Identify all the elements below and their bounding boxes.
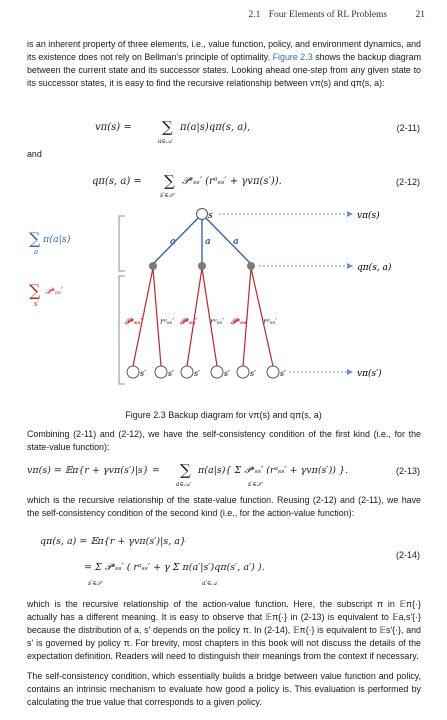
left-bottom-index: s′ bbox=[34, 300, 40, 308]
eq-2-13-number: (2-13) bbox=[395, 466, 420, 476]
eq-2-14-sum-index-1: s′∈𝒮 bbox=[88, 580, 102, 587]
next-state-label-1: s′ bbox=[140, 369, 146, 378]
eq-2-14-number: (2-14) bbox=[395, 550, 420, 560]
root-state-label: s bbox=[208, 211, 213, 221]
eq-2-12-rhs: 𝒫ᵃₛₛ′ (rᵃₛₛ′ + γvπ(s′)). bbox=[182, 176, 282, 187]
p-label-3: 𝒫ᵃₛₛ′ bbox=[231, 316, 249, 326]
r-label-1: rᵃₛₛ′ bbox=[160, 317, 175, 326]
eq-2-13-sum-symbol: ∑ bbox=[180, 461, 191, 479]
section-number: 2.1 bbox=[248, 10, 261, 20]
backup-diagram bbox=[27, 206, 421, 410]
r-label-3: rᵃₛₛ′ bbox=[263, 317, 278, 326]
section-title: Four Elements of RL Problems bbox=[268, 10, 388, 20]
eq-2-11-rhs: π(a|s)qπ(s, a), bbox=[180, 122, 251, 133]
right-label-v: vπ(s) bbox=[357, 211, 380, 221]
eq-2-14-line-1: qπ(s, a) = 𝔼π{r + γvπ(s′)|s, a} bbox=[40, 536, 186, 547]
action-node-1 bbox=[149, 262, 157, 270]
right-label-q: qπ(s, a) bbox=[357, 263, 392, 273]
eq-2-14-line-2: = Σ 𝒫ᵃₛₛ′ ( rᵃₛₛ′ + γ Σ π(a′|s′)qπ(s′, a′) ). bbox=[84, 562, 265, 573]
edge-root-a1 bbox=[153, 214, 202, 264]
equation-2-14 bbox=[0, 536, 447, 592]
figure-2-3-link[interactable]: Figure 2.3 bbox=[272, 52, 313, 62]
eq-2-12-lhs: qπ(s, a) = bbox=[92, 176, 142, 187]
next-state-node-5 bbox=[237, 366, 249, 378]
next-state-label-3: s′ bbox=[194, 369, 200, 378]
right-label-vs: vπ(s′) bbox=[357, 369, 382, 379]
next-state-node-6 bbox=[267, 366, 279, 378]
next-state-node-3 bbox=[181, 366, 193, 378]
arrowhead-q bbox=[347, 263, 353, 269]
left-bottom-label: 𝒫ᵃₛₛ′ bbox=[45, 287, 63, 297]
paragraph-4: which is the recursive relationship of the action-value function. Here, the subscript π in 𝔼π{·} actually has a different meaning. It is easy to observe that 𝔼π{·} in (2-13) is equivalent to 𝔼a,s′{·} because the distribution of a, s′ depends on the policy π. In (2-14), 𝔼π{·} is equivalent to 𝔼s′{·}, and s′ is governed by policy π. For brevity, most chapters in this book will not discuss the details of the expectation definition. Readers will need to distinguish their meanings from the context if necessary. bbox=[27, 599, 421, 661]
bracket-top bbox=[119, 216, 125, 271]
eq-2-12-sum-index: s′∈𝒮 bbox=[160, 192, 174, 199]
paragraph-3: which is the recursive relationship of the state-value function. Reusing (2-12) and (2-11), we have the self-consistency condition of the second kind (i.e., for the action-value function): bbox=[27, 495, 421, 518]
eq-2-11-number: (2-11) bbox=[396, 123, 420, 133]
action-node-2 bbox=[198, 262, 206, 270]
running-header bbox=[248, 10, 425, 20]
eq-2-11-lhs: vπ(s) = bbox=[95, 122, 132, 133]
eq-2-12-number: (2-12) bbox=[395, 177, 420, 187]
paragraph-2: Combining (2-11) and (2-12), we have the self-consistency condition of the first kind (i.e., for the state-value function): bbox=[27, 429, 421, 452]
next-state-label-5: s′ bbox=[250, 369, 256, 378]
r-label-2: rᵃₛₛ′ bbox=[210, 317, 225, 326]
action-label-2: a bbox=[205, 237, 211, 247]
eq-2-14-sum-index-2: a′∈𝒜 bbox=[202, 580, 218, 587]
eq-2-13-sum-index-1: a∈𝒜 bbox=[176, 481, 190, 488]
equation-2-12 bbox=[0, 172, 447, 202]
p-label-1: 𝒫ᵃₛₛ′ bbox=[125, 316, 143, 326]
paragraph-1-text-b: shows the backup diagram between the current state and its successor states. Looking ahead one-step from any given state to its successor states, it is easy to find the recursive relationship between vπ(s) and qπ(s, a): bbox=[27, 52, 422, 88]
next-state-label-4: s′ bbox=[224, 369, 230, 378]
root-state-node bbox=[197, 209, 208, 220]
next-state-node-4 bbox=[211, 366, 223, 378]
left-bottom-sum-symbol: ∑ bbox=[29, 281, 41, 300]
left-top-index: a bbox=[34, 248, 39, 256]
arrowhead-v bbox=[347, 211, 353, 217]
equation-2-13 bbox=[0, 459, 447, 491]
left-top-sum-symbol: ∑ bbox=[29, 229, 41, 248]
next-state-label-2: s′ bbox=[168, 369, 174, 378]
eq-2-13-sum-index-2: s′∈𝒮 bbox=[248, 481, 262, 488]
p-label-2: 𝒫ᵃₛₛ′ bbox=[180, 316, 198, 326]
paragraph-1-text-a: is an inherent property of three elements, i.e., value function, policy, and environment dynamics, and its existence does not rely on Bellman’s principle of optimality. bbox=[27, 39, 421, 62]
action-label-1: a bbox=[170, 237, 176, 247]
backup-diagram-svg bbox=[27, 206, 421, 410]
next-state-node-1 bbox=[127, 366, 139, 378]
eq-2-13-rhs: π(a|s){ Σ 𝒫ᵃₛₛ′ (rᵃₛₛ′ + γvπ(s′)) }. bbox=[198, 465, 349, 476]
eq-2-13-lhs: vπ(s) = 𝔼π{r + γvπ(s′)|s} = bbox=[27, 465, 160, 476]
figure-caption: Figure 2.3 Backup diagram for vπ(s) and qπ(s, a) bbox=[125, 410, 322, 420]
eq-2-12-sum-symbol: ∑ bbox=[164, 172, 175, 190]
arrowhead-vs bbox=[347, 369, 353, 375]
and-label: and bbox=[27, 149, 42, 159]
paragraph-1 bbox=[27, 38, 421, 90]
eq-2-11-sum-symbol: ∑ bbox=[162, 118, 173, 136]
left-top-label: π(a|s) bbox=[43, 234, 71, 245]
paragraph-5: The self-consistency condition, which essentially builds a bridge between value function and policy, contains an intrinsic mechanism to evaluate how good a policy is. This evaluation is performed by calculating the true value that corresponds to a given policy. bbox=[27, 671, 421, 707]
action-label-3: a bbox=[233, 237, 239, 247]
next-state-node-2 bbox=[155, 366, 167, 378]
equation-2-11 bbox=[0, 118, 447, 148]
page-number: 21 bbox=[415, 10, 425, 20]
next-state-label-6: s′ bbox=[280, 369, 286, 378]
eq-2-11-sum-index: a∈𝒜 bbox=[158, 138, 172, 145]
action-node-3 bbox=[247, 262, 255, 270]
bracket-bottom bbox=[119, 276, 125, 384]
